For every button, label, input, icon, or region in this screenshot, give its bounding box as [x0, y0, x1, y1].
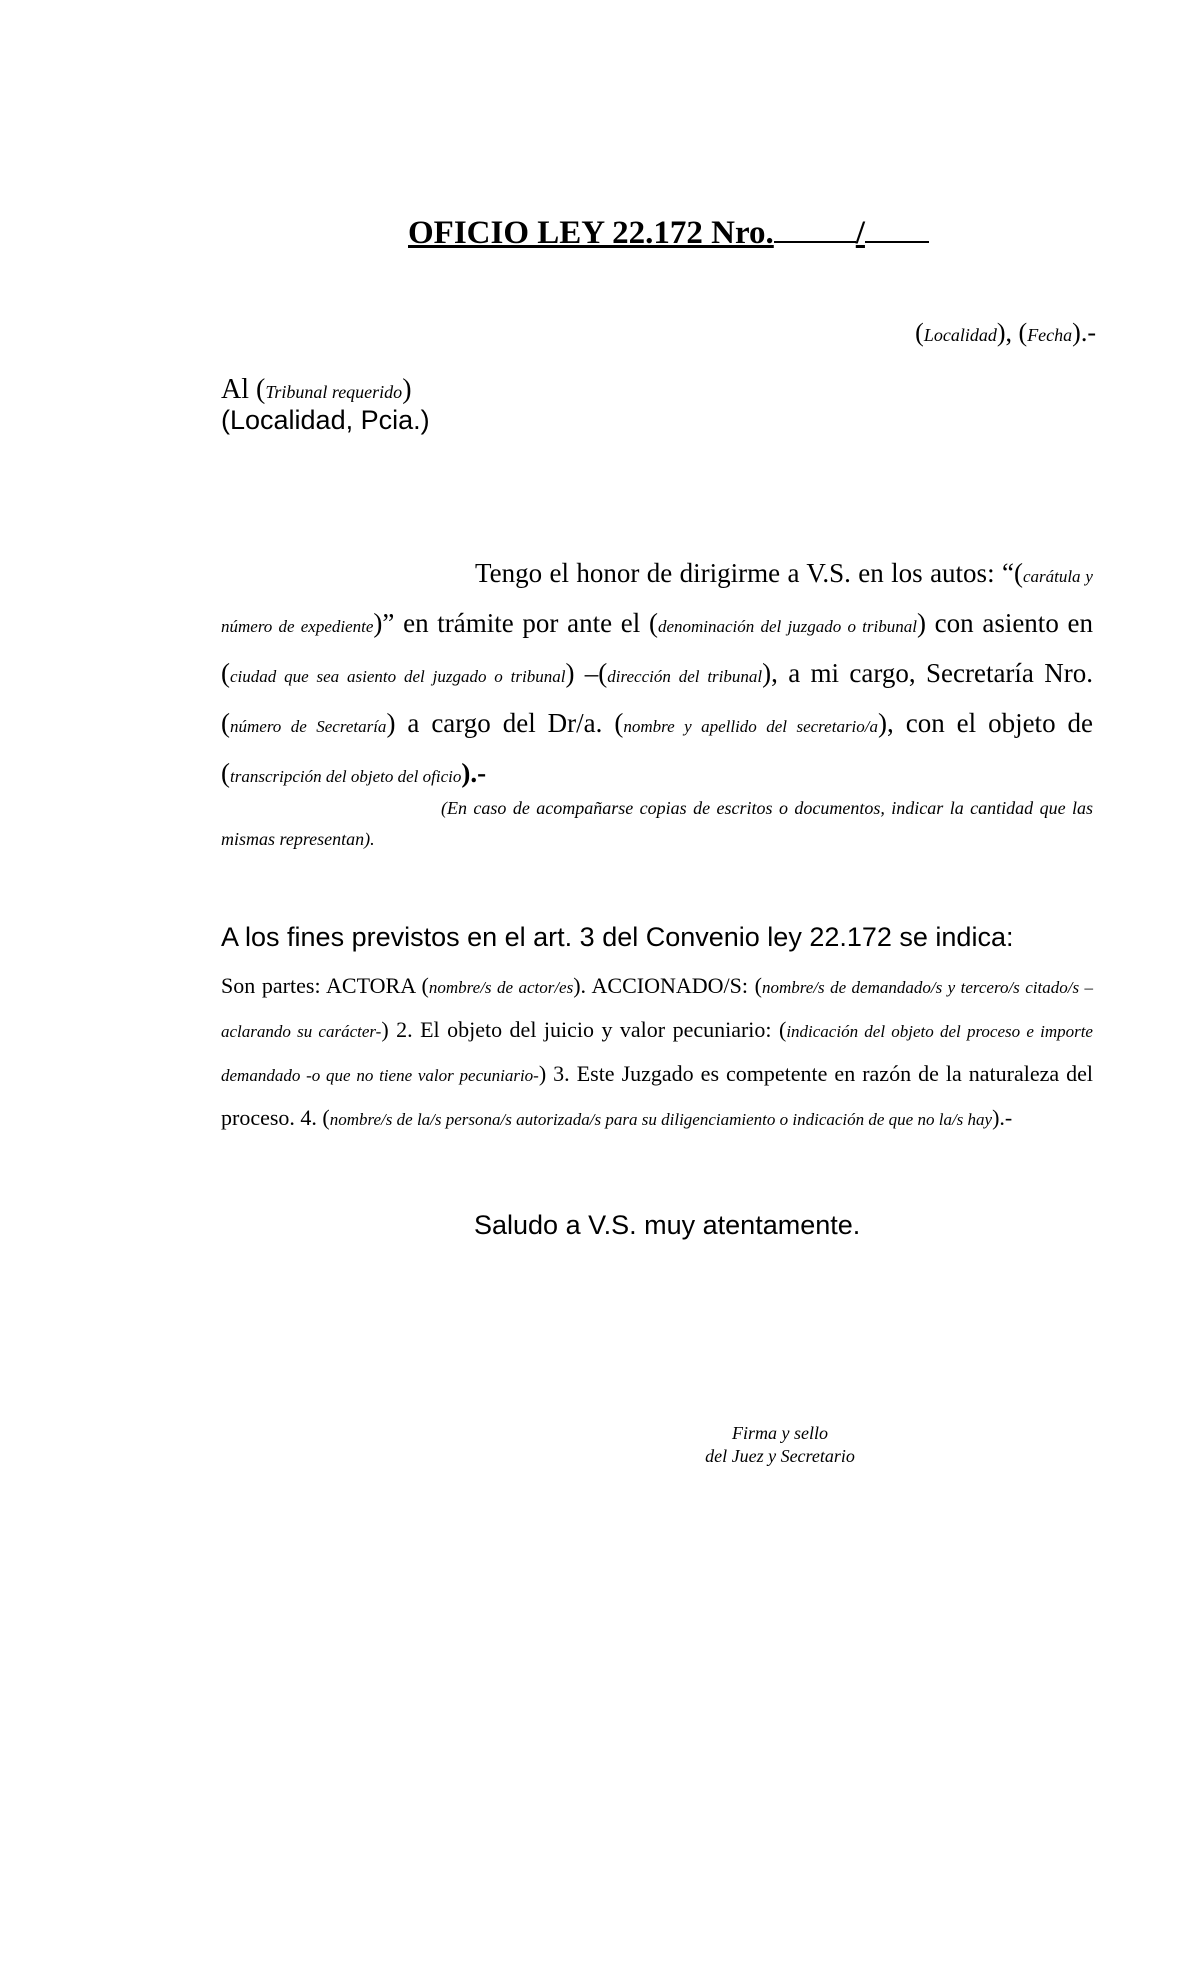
body-text-end: ).- — [461, 758, 487, 788]
place-date-open: ( — [915, 318, 924, 347]
secretary-name-placeholder: nombre y apellido del secretario/a — [623, 717, 879, 736]
addressee-location: (Localidad, Pcia.) — [221, 405, 430, 435]
place-date-separator: ), ( — [996, 318, 1028, 347]
authorized-persons-placeholder: nombre/s de la/s persona/s autorizada/s para su diligenciamiento o indicación de que no la/s hay — [329, 1110, 993, 1129]
parties-text: ) 3. Este Juzgado es competente en razón de la naturaleza del proceso. 4. ( — [221, 1061, 1094, 1130]
body-text: ) –( — [565, 658, 608, 688]
title-text: OFICIO LEY 22.172 Nro. — [408, 215, 774, 251]
addressee — [221, 374, 412, 406]
signature-block — [600, 1422, 960, 1468]
locality-placeholder: Localidad — [923, 325, 997, 345]
attachments-note — [221, 793, 1093, 855]
document-title — [408, 215, 929, 252]
secretary-number-placeholder: número de Secretaría — [230, 717, 387, 736]
fines-heading: A los fines previstos en el art. 3 del Convenio ley 22.172 se indica: — [221, 922, 1014, 952]
title-year-blank — [865, 237, 929, 243]
body-text: Tengo el honor de dirigirme a V.S. en los autos: “( — [475, 558, 1023, 588]
body-text: ), a mi cargo, Secretaría Nro. ( — [221, 658, 1093, 738]
title-separator: / — [855, 215, 865, 251]
object-placeholder: transcripción del objeto del oficio — [230, 767, 462, 786]
parties-paragraph — [221, 965, 1093, 1141]
plaintiff-placeholder: nombre/s de actor/es — [428, 978, 574, 997]
body-text: )” en trámite por ante el ( — [373, 608, 658, 638]
place-date-close: ).- — [1072, 318, 1096, 347]
court-placeholder: Tribunal requerido — [265, 382, 403, 402]
closing-salutation: Saludo a V.S. muy atentamente. — [474, 1210, 861, 1240]
case-title-placeholder: carátula y número de expediente — [221, 567, 1093, 636]
place-date — [915, 318, 1096, 348]
signature-line-2: del Juez y Secretario — [705, 1446, 855, 1466]
parties-text: ). ACCIONADO/S: ( — [573, 973, 762, 998]
addressee-suffix: ) — [402, 374, 412, 405]
body-text: ) a cargo del Dr/a. ( — [386, 708, 624, 738]
note-text: (En caso de acompañarse copias de escritos o documentos, indicar la cantidad que las mismas representan). — [221, 798, 1093, 849]
parties-text-end: ).- — [992, 1105, 1013, 1130]
court-city-placeholder: ciudad que sea asiento del juzgado o tribunal — [230, 667, 566, 686]
claim-placeholder: indicación del objeto del proceso e importe demandado -o que no tiene valor pecuniario- — [221, 1022, 1093, 1085]
body-paragraph — [221, 550, 1093, 800]
date-placeholder: Fecha — [1027, 325, 1073, 345]
court-name-placeholder: denominación del juzgado o tribunal — [657, 617, 917, 636]
body-text: ), con el objeto de ( — [221, 708, 1093, 788]
title-number-blank — [774, 237, 856, 243]
body-text: ) con asiento en ( — [221, 608, 1093, 688]
signature-line-1: Firma y sello — [732, 1423, 828, 1443]
parties-text: Son partes: ACTORA ( — [221, 973, 429, 998]
parties-text: ) 2. El objeto del juicio y valor pecuniario: ( — [381, 1017, 787, 1042]
defendant-placeholder: nombre/s de demandado/s y tercero/s citado/s –aclarando su carácter- — [221, 978, 1093, 1041]
addressee-prefix: Al ( — [221, 374, 266, 405]
court-address-placeholder: dirección del tribunal — [607, 667, 763, 686]
